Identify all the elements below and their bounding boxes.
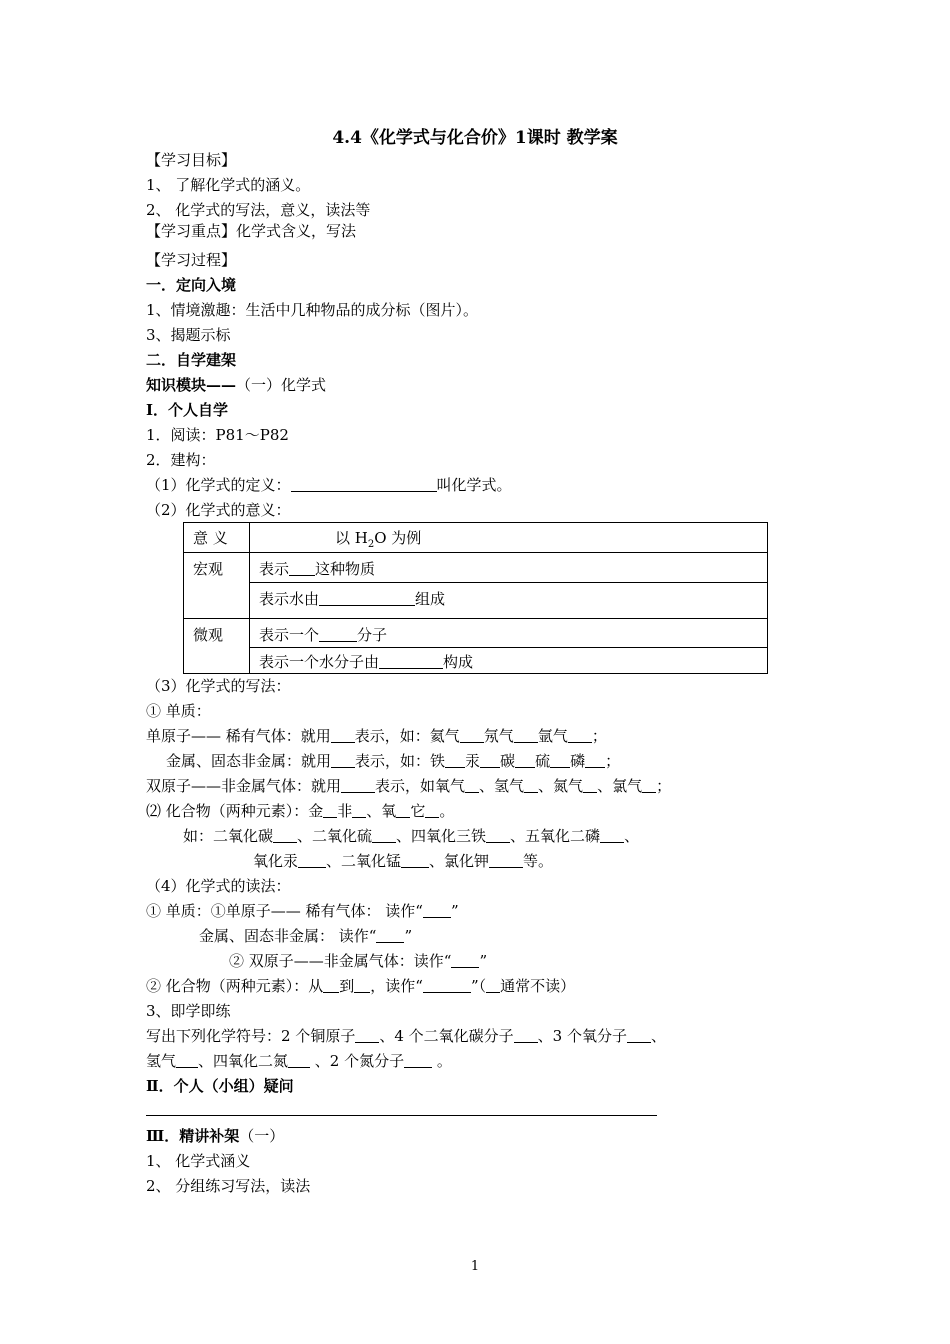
macro-cell: 表示水由 组成 [250,583,768,619]
micro-cell: 表示一个水分子由 构成 [250,648,768,674]
writing-heading: （3）化学式的写法： [146,677,291,695]
writing-line: 氧化汞 、二氧化锰 、氯化钾 等。 [253,852,554,870]
focus-text: 化学式含义，写法 [236,222,357,240]
focus-label: 【学习重点】 [146,222,237,240]
document-title: 4.4《化学式与化合价》1课时 教学案 [332,128,618,148]
answer-blank[interactable] [489,852,523,868]
sub3-item: 2、 分组练习写法，读法 [146,1177,311,1195]
writing-line: ⑵ 化合物（两种元素）：金 非 、氧 它 。 [146,802,455,820]
answer-blank[interactable] [600,827,624,843]
writing-single: ① 单质： [146,702,211,720]
answer-blank[interactable] [423,902,451,918]
reading-line: ② 双原子——非金属气体：读作“ ” [229,952,488,970]
module-label: 知识模块—— [146,376,237,394]
answer-blank[interactable] [486,827,510,843]
answer-blank[interactable] [515,752,535,768]
section1-item: 3、揭题示标 [146,326,231,344]
answer-blank[interactable] [341,777,375,793]
answer-blank[interactable] [524,777,538,793]
writing-line: 金属、固态非金属：就用 表示，如：铁 汞 碳 硫 磷 ； [166,752,621,770]
header-meaning: 意 义 [184,523,250,553]
writing-line: 如：二氧化碳 、二氧化硫 、四氧化三铁 、五氧化二磷 、 [183,827,640,845]
answer-blank[interactable] [423,977,471,993]
macro-cell: 表示 这种物质 [250,553,768,583]
answer-blank[interactable] [323,802,337,818]
definition-blank[interactable] [291,476,437,492]
reading-line: ② 化合物（两种元素）：从 到 ，读作“ ”（ 通常不读） [146,977,576,995]
header-example: 以 $H_2O$ 为例 [250,523,768,553]
answer-blank[interactable] [465,777,479,793]
answer-blank[interactable] [176,1052,198,1068]
writing-line: 双原子——非金属气体：就用 表示，如氧气 、氢气 、氮气 、氯气 ； [146,777,672,795]
practice-heading: 3、即学即练 [146,1002,231,1020]
read-line: 1．阅读：P81～P82 [146,426,289,444]
answer-blank[interactable] [401,852,429,868]
answer-blank[interactable] [627,1027,651,1043]
section1-heading: 一．定向入境 [146,276,237,294]
writing-line: 单原子—— 稀有气体：就用 表示，如：氦气 氖气 氩气 ； [146,727,607,745]
sub3-heading: Ⅲ．精讲补架（一） [146,1127,285,1145]
reading-line: 金属、固态非金属： 读作“ ” [199,927,413,945]
answer-blank[interactable] [288,1052,310,1068]
answer-blank[interactable] [331,727,355,743]
answer-blank[interactable] [355,1027,379,1043]
goal-item: 1、 了解化学式的涵义。 [146,176,311,194]
macro-blank[interactable] [319,590,415,606]
macro-label: 宏观 [184,553,250,619]
answer-blank[interactable] [404,1052,432,1068]
micro-blank[interactable] [379,653,443,669]
answer-blank[interactable] [273,827,297,843]
answer-blank[interactable] [354,977,370,993]
answer-blank[interactable] [298,852,326,868]
micro-blank[interactable] [319,626,357,642]
reading-line: ① 单质：①单原子—— 稀有气体： 读作“ ” [146,902,459,920]
build-line: 2．建构： [146,451,216,469]
practice-line: 氢气 、四氧化二氮 、2 个氮分子 。 [146,1052,452,1070]
goal-item: 2、 化学式的写法，意义，读法等 [146,201,371,219]
answer-blank[interactable] [583,777,597,793]
answer-blank[interactable] [425,802,439,818]
answer-blank[interactable] [486,977,500,993]
answer-blank[interactable] [480,752,500,768]
micro-label: 微观 [184,619,250,674]
table-row [184,583,768,619]
macro-blank[interactable] [289,560,315,576]
answer-blank[interactable] [514,727,538,743]
page-number: 1 [470,1259,480,1274]
answer-blank[interactable] [376,927,404,943]
section2-heading: 二．自学建架 [146,351,237,369]
answer-blank[interactable] [396,802,410,818]
answer-blank[interactable] [585,752,605,768]
module-title: （一）化学式 [236,376,327,394]
meaning-caption: （2）化学式的意义： [146,501,291,519]
meaning-table [183,522,768,674]
process-heading: 【学习过程】 [146,251,237,269]
definition-line: （1）化学式的定义： 叫化学式。 [146,476,512,494]
practice-line: 写出下列化学符号：2 个铜原子 、4 个二氧化碳分子 、3 个氧分子 、 [146,1027,666,1045]
reading-heading: （4）化学式的读法： [146,877,291,895]
answer-blank[interactable] [642,777,656,793]
table-row [184,648,768,674]
answer-blank[interactable] [451,952,479,968]
sub2-heading: Ⅱ．个人（小组）疑问 [146,1077,294,1095]
answer-blank[interactable] [352,802,366,818]
table-row [184,619,768,648]
answer-blank[interactable] [372,827,396,843]
goals-heading: 【学习目标】 [146,151,237,169]
answer-blank[interactable] [550,752,570,768]
module-line [146,375,326,395]
table-row [184,553,768,583]
micro-cell: 表示一个 分子 [250,619,768,648]
table-row [184,523,768,553]
answer-blank[interactable] [323,977,339,993]
sub3-item: 1、 化学式涵义 [146,1152,251,1170]
answer-blank[interactable] [568,727,592,743]
answer-blank[interactable] [514,1027,538,1043]
focus-line [146,221,356,241]
section1-item: 1、情境激趣：生活中几种物品的成分标（图片）。 [146,301,479,319]
question-answer-line[interactable] [146,1115,657,1116]
answer-blank[interactable] [460,727,484,743]
sub1-heading: Ⅰ．个人自学 [146,401,229,419]
answer-blank[interactable] [445,752,465,768]
answer-blank[interactable] [331,752,355,768]
